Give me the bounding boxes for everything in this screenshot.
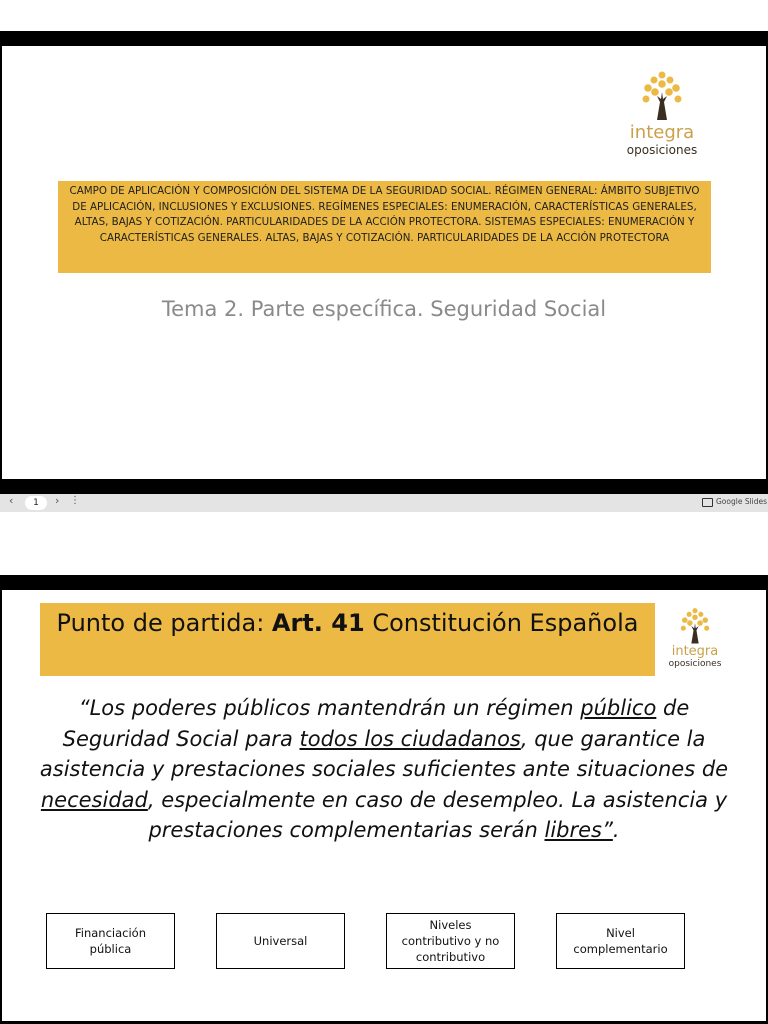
- box-niveles: Niveles contributivo y no contributivo: [386, 913, 515, 969]
- google-slides-label[interactable]: Google Slides: [716, 497, 768, 506]
- page-number[interactable]: 1: [25, 496, 47, 510]
- article-quote: [30, 693, 738, 846]
- quote-underline-ciudadanos: todos los ciudadanos: [299, 726, 521, 751]
- brand-tagline: oposiciones: [626, 143, 698, 157]
- quote-part-1: “Los poderes públicos mantendrán un régimen: [78, 696, 581, 720]
- quote-underline-necesidad: necesidad: [40, 787, 148, 812]
- quote-part-3: , que garantice la asistencia y prestaciones sociales suficientes ante situaciones de: [39, 726, 729, 781]
- prev-slide-button[interactable]: ‹: [9, 494, 14, 507]
- slide1-subtitle: Tema 2. Parte específica. Seguridad Social: [161, 297, 607, 321]
- box-financiacion: Financiación pública: [46, 913, 175, 969]
- google-slides-icon: [702, 498, 713, 507]
- more-options-button[interactable]: ⋮: [70, 495, 80, 506]
- next-slide-button[interactable]: ›: [55, 494, 60, 507]
- tree-logo-icon: [639, 70, 685, 122]
- slides-toolbar: [0, 494, 768, 512]
- slide1-bottom-border: [0, 479, 768, 494]
- quote-underline-libres: libres”: [544, 818, 613, 842]
- box-universal: Universal: [216, 913, 345, 969]
- quote-underline-publico: público: [580, 696, 657, 720]
- brand-name: integra: [629, 122, 695, 143]
- topic-summary-box: CAMPO DE APLICACIÓN Y COMPOSICIÓN DEL SISTEMA DE LA SEGURIDAD SOCIAL. RÉGIMEN GENERAL: ÁMBITO SUBJETIVO DE APLICACIÓN, INCLUSIONES Y EXCLUSIONES. REGÍMENES ESPECIALES: ENUMERACIÓN, CARACTERÍSTICAS GENERALES, ALTAS, BAJAS Y COTIZACIÓN. PARTICULARIDADES DE LA ACCIÓN PROTECTORA. SISTEMAS ESPECIALES: ENUMERACIÓN Y CARACTERÍSTICAS GENERALES. ALTAS, BAJAS Y COTIZACIÓN. PARTICULARIDADES DE LA ACCIÓN PROTECTORA: [58, 181, 711, 273]
- slide2-top-border: [0, 575, 768, 590]
- title-article: Art. 41: [271, 609, 365, 637]
- box-complementario: Nivel complementario: [556, 913, 685, 969]
- quote-part-4: , especialmente en caso de desempleo. La asistencia y prestaciones complementarias serán: [147, 787, 728, 842]
- brand-tagline-small: oposiciones: [668, 659, 722, 669]
- title-rest: Constitución Española: [364, 609, 639, 637]
- quote-part-5: .: [612, 818, 620, 842]
- brand-name-small: integra: [671, 644, 719, 659]
- tree-logo-icon-small: [678, 607, 712, 645]
- brand-logo-small: [660, 607, 730, 670]
- slide1-top-border: [0, 31, 768, 46]
- quote-part-2: de Seguridad Social para: [62, 696, 690, 751]
- title-prefix: Punto de partida:: [56, 609, 272, 637]
- brand-logo: [612, 70, 712, 157]
- slide2-title: [40, 603, 655, 676]
